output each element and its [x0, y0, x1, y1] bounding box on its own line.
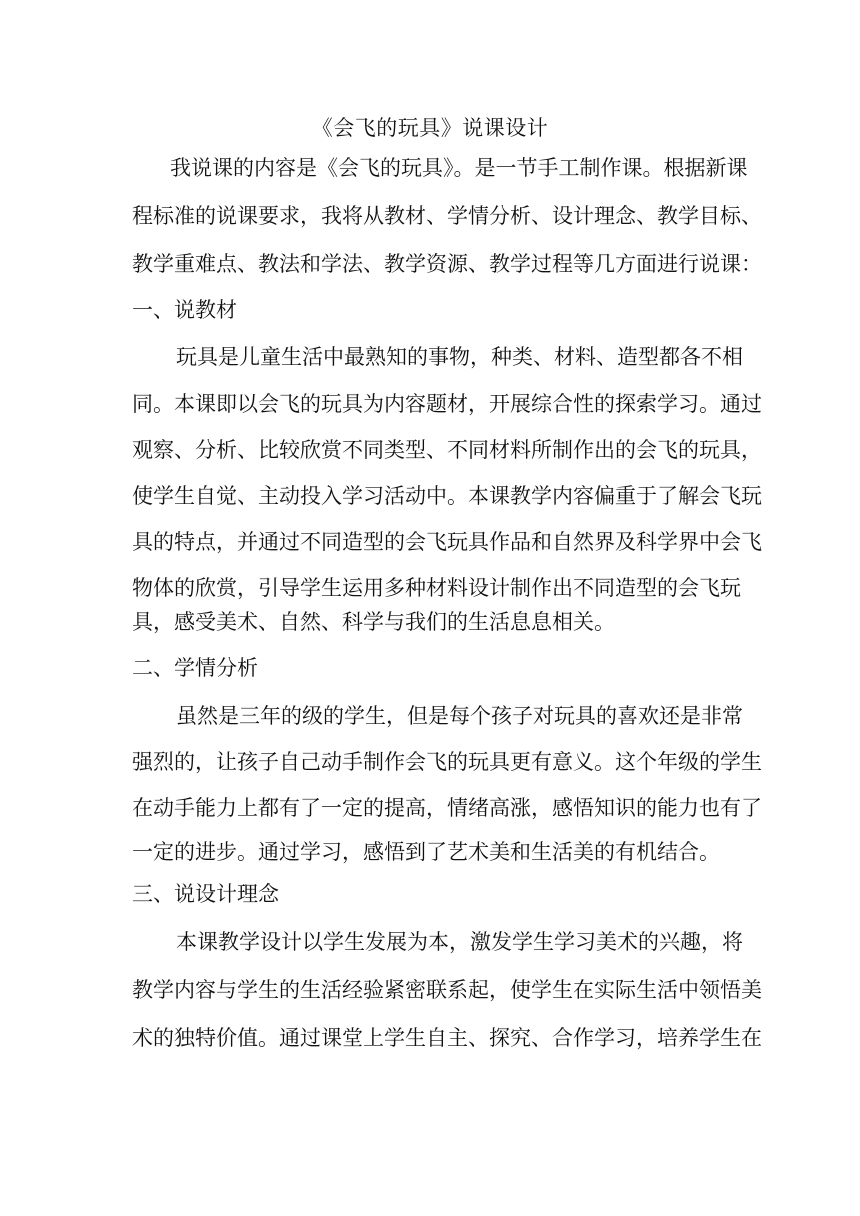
section2-line-2: 强烈的，让孩子自己动手制作会飞的玩具更有意义。这个年级的学生	[132, 750, 762, 774]
section2-line-3: 在动手能力上都有了一定的提高，情绪高涨，感悟知识的能力也有了	[132, 796, 762, 820]
section3-line-1: 本课教学设计以学生发展为本，激发学生学习美术的兴趣，将	[176, 930, 743, 954]
page-title: 《会飞的玩具》说课设计	[311, 116, 549, 140]
section2-line-1: 虽然是三年的级的学生，但是每个孩子对玩具的喜欢还是非常	[176, 704, 743, 728]
section2-line-4: 一定的进步。通过学习，感悟到了艺术美和生活美的有机结合。	[132, 840, 720, 864]
section1-line-7: 具，感受美术、自然、科学与我们的生活息息相关。	[132, 610, 615, 634]
section1-line-6: 物体的欣赏，引导学生运用多种材料设计制作出不同造型的会飞玩	[132, 576, 741, 600]
section1-line-3: 观察、分析、比较欣赏不同类型、不同材料所制作出的会飞的玩具，	[132, 438, 762, 462]
section1-line-1: 玩具是儿童生活中最熟知的事物，种类、材料、造型都各不相	[176, 345, 743, 369]
section3-line-3: 术的独特价值。通过课堂上学生自主、探究、合作学习，培养学生在	[132, 1026, 762, 1050]
section1-line-5: 具的特点，并通过不同造型的会飞玩具作品和自然界及科学界中会飞	[132, 530, 762, 554]
intro-line-3: 教学重难点、教法和学法、教学资源、教学过程等几方面进行说课：	[132, 252, 762, 276]
section-heading-design-concept: 三、说设计理念	[132, 882, 279, 906]
section1-line-2: 同。本课即以会飞的玩具为内容题材，开展综合性的探索学习。通过	[132, 392, 762, 416]
intro-line-1: 我说课的内容是《会飞的玩具》。是一节手工制作课。根据新课	[170, 156, 748, 180]
section1-line-4: 使学生自觉、主动投入学习活动中。本课教学内容偏重于了解会飞玩	[132, 484, 762, 508]
section-heading-textbook: 一、说教材	[132, 298, 237, 322]
section3-line-2: 教学内容与学生的生活经验紧密联系起，使学生在实际生活中领悟美	[132, 978, 762, 1002]
section-heading-learner-analysis: 二、学情分析	[132, 656, 258, 680]
intro-line-2: 程标准的说课要求，我将从教材、学情分析、设计理念、教学目标、	[132, 204, 762, 228]
